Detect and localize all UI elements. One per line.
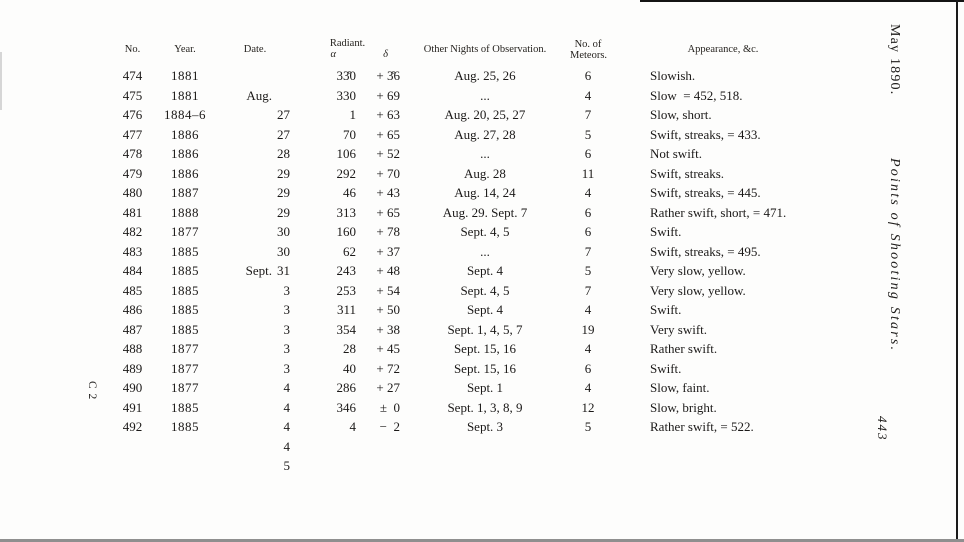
cell-meteor-count: 7 (584, 243, 592, 259)
cell-date-day: 30 (277, 224, 290, 239)
cell-radiant-delta: + 69 (376, 87, 400, 103)
cell-appearance: Not swift. (650, 146, 702, 161)
cell-radiant-alpha: 46 (343, 185, 356, 200)
cell-radiant-delta: + 70 (376, 165, 400, 181)
cell-radiant-delta: + 48 (376, 263, 400, 278)
cell-radiant-alpha: 330 (336, 87, 356, 103)
cell-no: 488 (122, 341, 143, 356)
cell-radiant-alpha: 106 (336, 146, 356, 161)
cell-other-nights: Sept. 1, 3, 8, 9 (447, 399, 523, 415)
cell-year: 1881 (171, 87, 199, 103)
cell-radiant-delta: + 3̊6 (376, 68, 400, 83)
cell-meteor-count: 6 (584, 146, 592, 161)
cell-radiant-delta: ± 0 (379, 399, 400, 415)
cell-appearance: Swift. (650, 224, 682, 239)
running-head-title: Points of Shooting Stars. (887, 158, 902, 353)
cell-date-day: 31 (277, 263, 290, 278)
cell-date (215, 203, 295, 259)
header-meteor-count (570, 36, 606, 66)
cell-date-day: 4 (283, 399, 290, 415)
cell-meteor-count: 11 (581, 165, 595, 181)
cell-radiant-alpha: 40 (343, 360, 356, 376)
cell-year: 1885 (171, 399, 199, 415)
cell-appearance: Slow, short. (650, 107, 712, 122)
cell-meteor-count: 4 (584, 380, 592, 395)
cell-date-day: 3 (283, 302, 290, 317)
cell-other-nights: Sept. 4 (466, 302, 504, 317)
cell-radiant-alpha: 346 (336, 399, 356, 415)
cell-date (215, 261, 295, 317)
cell-date-day: 3 (283, 282, 290, 298)
cell-year: 1885 (171, 282, 199, 298)
cell-date-day: 27 (277, 126, 290, 142)
cell-appearance: Very swift. (650, 321, 708, 337)
cell-no: 490 (122, 380, 143, 395)
cell-radiant-delta: + 52 (376, 146, 400, 161)
cell-no: 483 (122, 243, 143, 259)
cell-date (215, 300, 295, 356)
cell-meteor-count: 12 (581, 399, 595, 415)
running-head-date: May 1890. (887, 24, 902, 96)
cell-radiant-alpha: 160 (336, 224, 356, 239)
cell-appearance: Swift, streaks, = 495. (650, 243, 761, 259)
cell-date (215, 144, 295, 200)
cell-no: 476 (122, 107, 143, 122)
cell-date (215, 66, 295, 122)
cell-date (215, 417, 295, 473)
cell-meteor-count: 5 (584, 126, 592, 142)
cell-other-nights: Aug. 20, 25, 27 (444, 107, 526, 122)
cell-year: 1877 (171, 380, 199, 395)
cell-date (215, 378, 295, 434)
scan-border-top (640, 0, 964, 2)
cell-year: 1885 (171, 243, 199, 259)
cell-meteor-count: 6 (584, 204, 592, 220)
cell-radiant-delta: + 65 (376, 126, 400, 142)
cell-year: 1888 (171, 204, 199, 220)
cell-date-day: 29 (277, 185, 290, 200)
cell-radiant-alpha: 354 (336, 321, 356, 337)
cell-other-nights: ... (480, 146, 490, 161)
cell-other-nights: Aug. 14, 24 (454, 185, 516, 200)
cell-year: 1877 (171, 224, 199, 239)
cell-year: 1885 (171, 419, 199, 434)
cell-radiant-delta: − 2 (379, 419, 400, 434)
cell-radiant-delta: + 65 (376, 204, 400, 220)
cell-date (215, 320, 295, 376)
cell-date-day: 27 (277, 107, 290, 122)
cell-radiant-alpha: 243 (336, 263, 356, 278)
cell-no: 478 (122, 146, 143, 161)
cell-appearance: Rather swift, short, = 471. (650, 204, 787, 220)
cell-other-nights: Sept. 1, 4, 5, 7 (447, 321, 523, 337)
cell-radiant-delta: + 27 (376, 380, 400, 395)
cell-other-nights: Sept. 3 (466, 419, 504, 434)
cell-radiant-alpha: 313 (336, 204, 356, 220)
header-other-nights: Other Nights of Observation. (423, 44, 547, 55)
cell-year: 1886 (171, 126, 199, 142)
cell-other-nights: Sept. 15, 16 (453, 360, 517, 376)
cell-year: 1886 (171, 165, 199, 181)
header-radiant: Radiant. (329, 38, 366, 49)
cell-radiant-alpha: 70 (343, 126, 356, 142)
cell-meteor-count: 19 (581, 321, 595, 337)
cell-meteor-count: 5 (584, 263, 592, 278)
scan-border-left (0, 52, 2, 110)
cell-radiant-alpha: 28 (343, 341, 356, 356)
header-radiant-subcolumns (295, 49, 400, 60)
cell-no: 485 (122, 282, 143, 298)
cell-no: 475 (122, 87, 143, 103)
header-meteor-count-line1: No. of (574, 39, 602, 50)
cell-radiant-alpha: 62 (343, 243, 356, 259)
cell-other-nights: Sept. 4, 5 (460, 224, 510, 239)
cell-meteor-count: 7 (584, 107, 592, 122)
page-number: 443 (875, 416, 890, 442)
cell-appearance: Slowish. (650, 68, 696, 83)
cell-appearance: Slow = 452, 518. (650, 87, 743, 103)
cell-year: 1885 (171, 263, 199, 278)
cell-year: 1885 (171, 321, 199, 337)
cell-date (215, 86, 295, 142)
cell-meteor-count: 6 (584, 224, 592, 239)
cell-date-day: 3 (283, 341, 290, 356)
cell-no: 479 (122, 165, 143, 181)
cell-meteor-count: 4 (584, 185, 592, 200)
cell-appearance: Slow, bright. (650, 399, 717, 415)
cell-radiant-delta: + 63 (376, 107, 400, 122)
scan-border-right (956, 0, 958, 539)
cell-radiant-delta: + 38 (376, 321, 400, 337)
cell-no: 486 (122, 302, 143, 317)
cell-date (215, 339, 295, 395)
cell-other-nights: ... (480, 243, 490, 259)
table-body (110, 66, 840, 473)
header-no: No. (124, 44, 141, 55)
cell-no: 482 (122, 224, 143, 239)
cell-radiant-alpha: 253 (336, 282, 356, 298)
cell-date (215, 398, 295, 454)
cell-other-nights: Sept. 1 (466, 380, 504, 395)
cell-no: 480 (122, 185, 143, 200)
cell-date-day: 30 (277, 243, 290, 259)
cell-year: 1887 (171, 185, 199, 200)
cell-date-month: Sept. (245, 263, 272, 278)
cell-meteor-count: 7 (584, 282, 592, 298)
cell-date-day: 4 (283, 438, 290, 454)
cell-other-nights: Aug. 27, 28 (454, 126, 516, 142)
cell-date-day: 5 (283, 458, 290, 473)
cell-radiant-alpha: 1 (349, 107, 356, 122)
header-radiant-group (295, 36, 400, 66)
cell-radiant-delta: + 45 (376, 341, 400, 356)
cell-no: 492 (122, 419, 143, 434)
cell-radiant-delta: + 78 (376, 224, 400, 239)
cell-no: 484 (122, 263, 143, 278)
cell-year: 1881 (171, 68, 199, 83)
cell-other-nights: Aug. 25, 26 (454, 68, 516, 83)
cell-appearance: Swift, streaks, = 445. (650, 185, 761, 200)
cell-no: 489 (122, 360, 143, 376)
cell-appearance: Swift, streaks. (650, 165, 725, 181)
header-meteor-count-line2: Meteors. (570, 50, 608, 61)
cell-meteor-count: 4 (584, 341, 592, 356)
cell-date (215, 164, 295, 220)
cell-year: 1877 (171, 341, 199, 356)
cell-radiant-delta: + 50 (376, 302, 400, 317)
cell-date (215, 359, 295, 415)
cell-radiant-alpha: 4 (349, 419, 356, 434)
cell-date-day: 29 (277, 204, 290, 220)
cell-no: 477 (122, 126, 143, 142)
table-header-row (110, 36, 840, 66)
cell-appearance: Rather swift, = 522. (650, 419, 754, 434)
cell-other-nights: Aug. 29. Sept. 7 (442, 204, 528, 220)
cell-no: 487 (122, 321, 143, 337)
cell-date-day: 29 (277, 165, 290, 181)
cell-appearance: Rather swift. (650, 341, 718, 356)
signature-mark: C 2 (86, 381, 98, 401)
cell-meteor-count: 4 (584, 87, 592, 103)
header-delta: δ (383, 49, 388, 60)
cell-radiant-alpha: 33̊0 (336, 68, 356, 83)
meteor-observations-table (110, 36, 840, 473)
cell-date (215, 281, 295, 337)
header-date: Date. (243, 44, 267, 55)
cell-year: 1885 (171, 302, 199, 317)
cell-radiant-alpha: 286 (336, 380, 356, 395)
cell-meteor-count: 6 (584, 360, 592, 376)
cell-appearance: Very slow, yellow. (650, 282, 746, 298)
cell-other-nights: Sept. 4, 5 (460, 282, 510, 298)
cell-radiant-delta: + 37 (376, 243, 400, 259)
cell-no: 474 (122, 68, 143, 83)
cell-date-day: 3 (283, 321, 290, 337)
cell-date-day: 28 (277, 146, 290, 161)
cell-year: 1886 (171, 146, 199, 161)
header-year: Year. (174, 44, 196, 55)
cell-other-nights: Sept. 15, 16 (453, 341, 517, 356)
table-row (110, 417, 840, 473)
cell-meteor-count: 4 (584, 302, 592, 317)
header-alpha: α (330, 49, 336, 60)
cell-radiant-delta: + 43 (376, 185, 400, 200)
cell-appearance: Swift. (650, 360, 682, 376)
cell-no: 491 (122, 399, 143, 415)
cell-date-day: 4 (283, 380, 290, 395)
cell-other-nights: Aug. 28 (464, 165, 506, 181)
cell-radiant-alpha: 292 (336, 165, 356, 181)
header-appearance: Appearance, &c. (687, 44, 759, 55)
cell-date-day: 4 (283, 419, 290, 434)
cell-no: 481 (122, 204, 143, 220)
cell-radiant-delta: + 72 (376, 360, 400, 376)
cell-radiant-alpha: 311 (336, 302, 356, 317)
cell-appearance: Slow, faint. (650, 380, 710, 395)
cell-meteor-count: 5 (584, 419, 592, 434)
cell-date-day: 3 (283, 360, 290, 376)
cell-appearance: Very slow, yellow. (650, 263, 746, 278)
cell-other-nights: Sept. 4 (466, 263, 504, 278)
cell-date-month: Aug. (246, 87, 272, 103)
cell-year: 1877 (171, 360, 199, 376)
cell-radiant-delta: + 54 (376, 282, 400, 298)
cell-meteor-count: 6 (584, 68, 592, 83)
cell-year: 1884–6 (164, 107, 206, 122)
cell-other-nights: ... (480, 87, 490, 103)
cell-appearance: Swift, streaks, = 433. (650, 126, 761, 142)
cell-appearance: Swift. (650, 302, 682, 317)
